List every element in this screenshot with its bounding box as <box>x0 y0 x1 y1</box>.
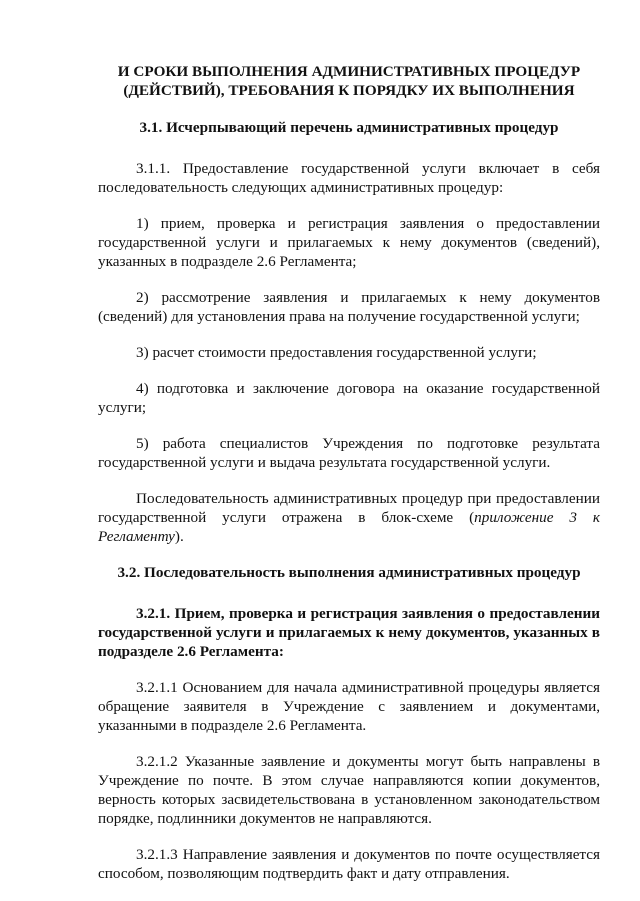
paragraph-3-2-1-3: 3.2.1.3 Направление заявления и документов по почте осуществляется способом, позволяющим подтвердить факт и дату отправления. <box>98 846 600 882</box>
section-3-2-1-heading: 3.2.1. Прием, проверка и регистрация заявления о предоставлении государственной услуги и прилагаемых к нему документов, указанных в подразделе 2.6 Регламента: <box>98 605 600 660</box>
sequence-appendix-ref: приложение 3 к Регламенту <box>98 509 600 545</box>
title-line-1: И СРОКИ ВЫПОЛНЕНИЯ АДМИНИСТРАТИВНЫХ ПРОЦЕДУР <box>117 63 581 80</box>
document-title <box>98 62 600 100</box>
list-item-4: 4) подготовка и заключение договора на оказание государственной услуги; <box>98 380 600 416</box>
sequence-text: Последовательность административных процедур при предоставлении государственной услуги отражена в блок-схеме ( <box>98 490 600 526</box>
sequence-end: ). <box>174 528 184 545</box>
title-line-2: (ДЕЙСТВИЙ), ТРЕБОВАНИЯ К ПОРЯДКУ ИХ ВЫПОЛНЕНИЯ <box>123 82 575 99</box>
paragraph-3-2-1-1: 3.2.1.1 Основанием для начала административной процедуры является обращение заявителя в Учреждение с заявлением и документами, указанными в подразделе 2.6 Регламента. <box>98 679 600 734</box>
list-item-1: 1) прием, проверка и регистрация заявления о предоставлении государственной услуги и прилагаемых к нему документов (сведений), указанных в подразделе 2.6 Регламента; <box>98 215 600 270</box>
list-item-3: 3) расчет стоимости предоставления государственной услуги; <box>136 344 537 361</box>
section-3-2-heading: 3.2. Последовательность выполнения административных процедур <box>117 564 581 581</box>
paragraph-sequence <box>98 489 600 546</box>
paragraph-3-1-1: 3.1.1. Предоставление государственной услуги включает в себя последовательность следующих административных процедур: <box>98 160 600 196</box>
section-3-1-heading: 3.1. Исчерпывающий перечень административных процедур <box>139 119 559 136</box>
list-item-5: 5) работа специалистов Учреждения по подготовке результата государственной услуги и выдача результата государственной услуги. <box>98 435 600 471</box>
list-item-2: 2) рассмотрение заявления и прилагаемых к нему документов (сведений) для установления права на получение государственной услуги; <box>98 289 600 325</box>
paragraph-3-2-1-2: 3.2.1.2 Указанные заявление и документы могут быть направлены в Учреждение по почте. В этом случае направляются копии документов, верность которых засвидетельствована в установленном законодательством порядке, подлинники документов не направляются. <box>98 753 600 827</box>
